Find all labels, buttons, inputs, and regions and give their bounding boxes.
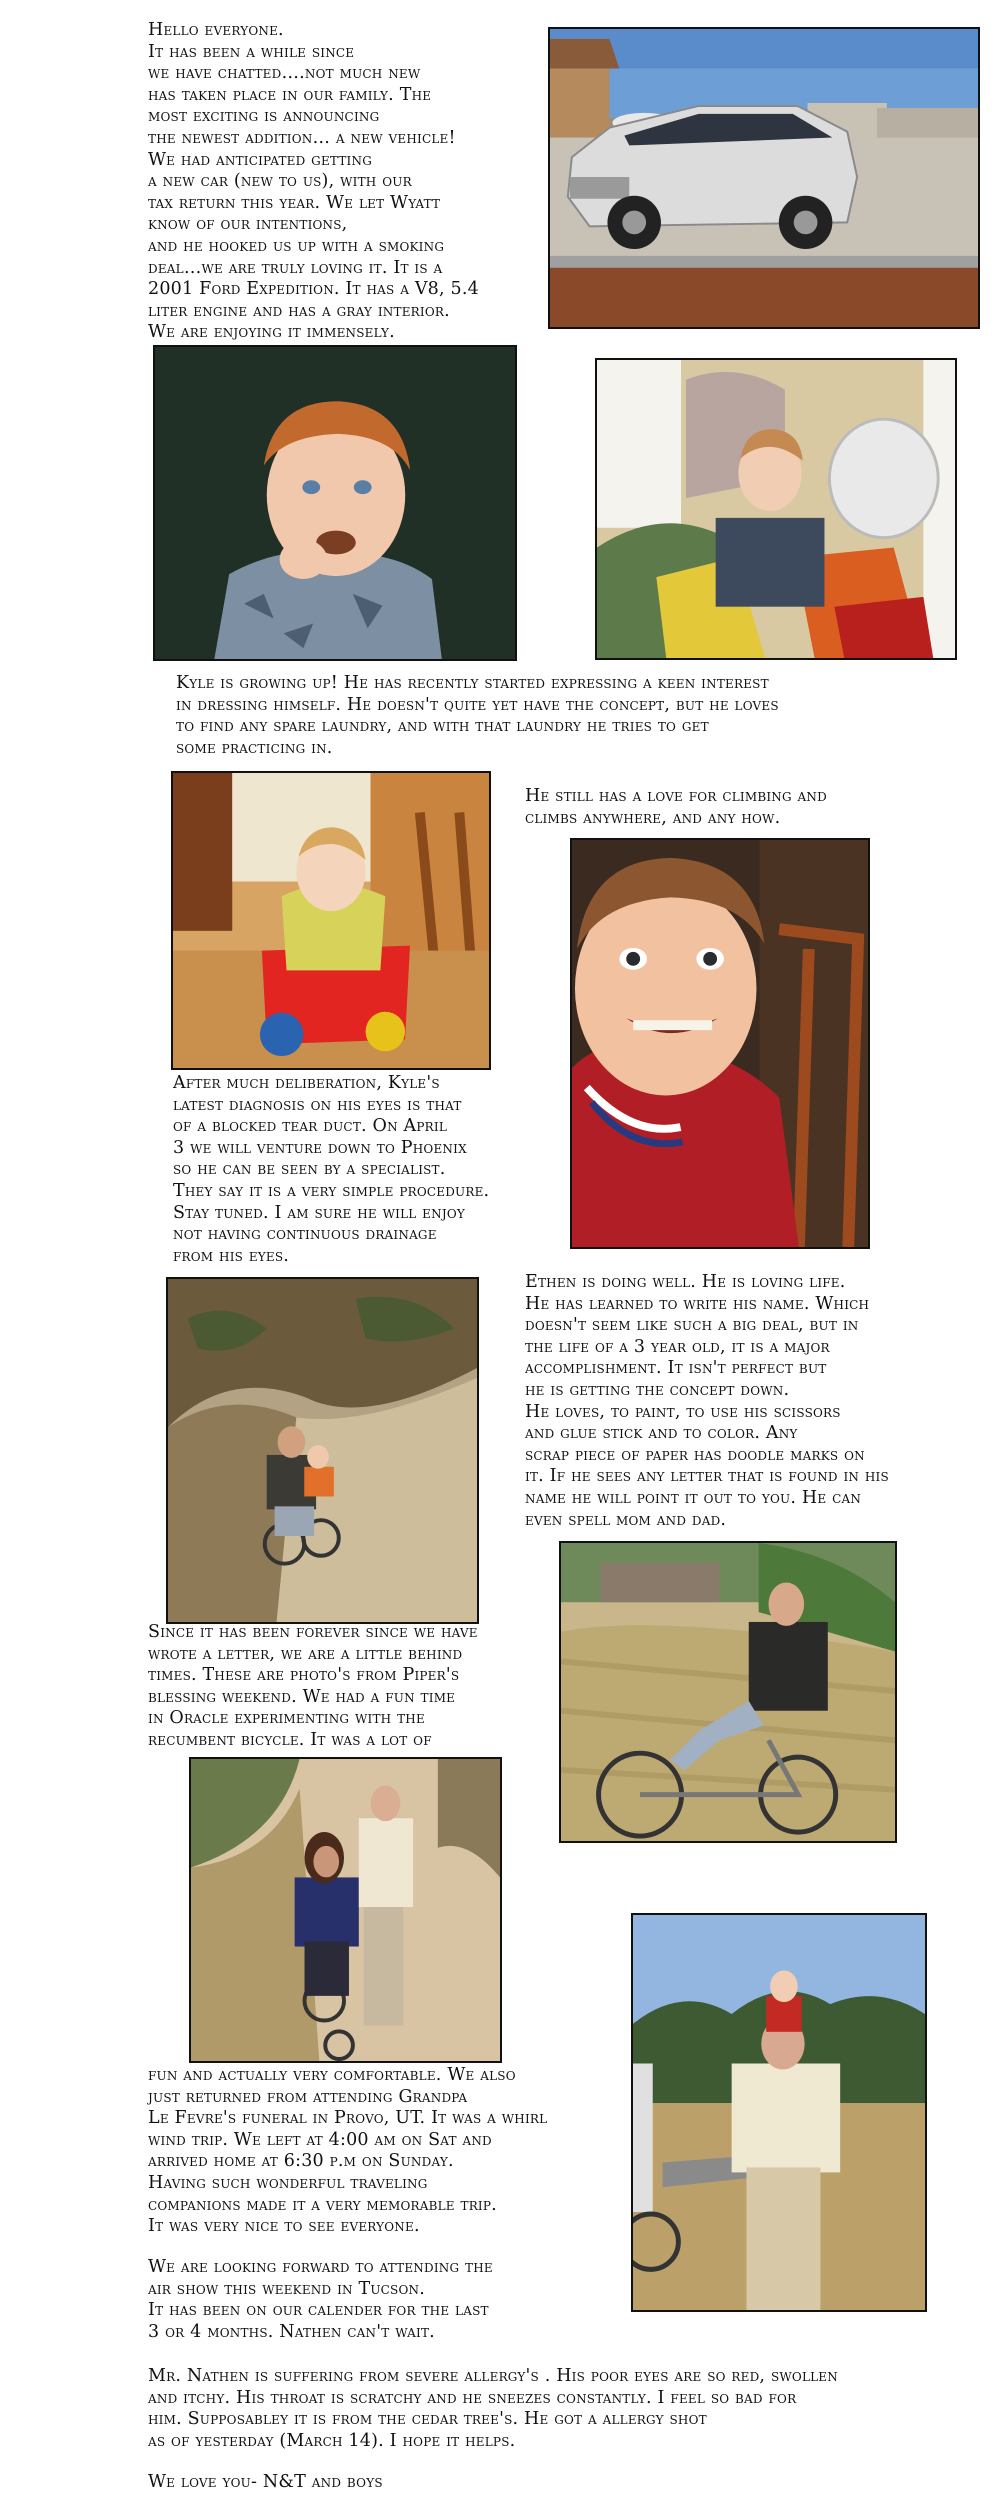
kyle-eating-photo [153, 345, 517, 661]
intro-text: Hello everyone. It has been a while since we have chatted….not much new has taken place in our family. The most exciting is announcing the newest addition… a new vehicle! We had anticipated getting a new car (new to us), with our tax return this year. We let Wyatt know of our intentions, and he hooked us up with a smoking deal…we are truly loving it. It is a 2001 Ford Expedition. It has a V8, 5.4 liter engine and has a gray interior. We are enjoying it immensely. [148, 20, 479, 343]
man-child-shoulders-photo [631, 1913, 927, 2312]
ethen-smiling-photo [570, 838, 870, 1249]
ethen-text: Ethen is doing well. He is loving life. He has learned to write his name. Which doesn't seem like such a big deal, but in the life of a 3 year old, it is a major accomplishment. It isn't perfect but he is getting the concept down. He loves, to paint, to use his scissors and glue stick and to color. Any scrap piece of paper has doodle marks on it. If he sees any letter that is found in his name he will point it out to you. He can even spell mom and dad. [525, 1272, 889, 1530]
recumbent-bicycle-photo [559, 1541, 897, 1843]
kyle-wagon-photo [171, 771, 491, 1070]
signoff-text: We love you- N&T and boys [148, 2472, 383, 2492]
allergy-text: Mr. Nathen is suffering from severe allergy's . His poor eyes are so red, swollen and itchy. His throat is scratchy and he sneezes constantly. I feel so bad for him. Supposabley it is from the cedar tree's. He got a allergy shot as of yesterday (March 14). I hope it helps. [148, 2366, 838, 2451]
bike-dirt-road-photo [166, 1277, 479, 1624]
kyle-growing-text: Kyle is growing up! He has recently started expressing a keen interest in dressing himself. He doesn't quite yet have the concept, but he loves to find any spare laundry, and with that laundry he tries to get some practicing in. [176, 673, 779, 758]
airshow-text: We are looking forward to attending the air show this weekend in Tucson. It has been on our calender for the last 3 or 4 months. Nathen can't wait. [148, 2257, 493, 2342]
bike-woman-photo [189, 1757, 502, 2063]
climbing-text: He still has a love for climbing and climbs anywhere, and any how. [525, 786, 827, 828]
letter-text: Since it has been forever since we have wrote a letter, we are a little behind times. These are photo's from Piper's blessing weekend. We had a fun time in Oracle experimenting with the recumbent bicycle. It was a lot of [148, 1622, 478, 1750]
ford-expedition-photo [548, 27, 980, 329]
kyle-laundry-photo [595, 358, 957, 660]
funeral-text: fun and actually very comfortable. We also just returned from attending Grandpa Le Fevre's funeral in Provo, UT. It was a whirl wind trip. We left at 4:00 am on Sat and arrived home at 6:30 p.m on Sunday. Having such wonderful traveling companions made it a very memorable trip. It was very nice to see everyone. [148, 2065, 548, 2237]
diagnosis-text: After much deliberation, Kyle's latest diagnosis on his eyes is that of a blocked tear duct. On April 3 we will venture down to Phoenix so he can be seen by a specialist. They say it is a very simple procedure. Stay tuned. I am sure he will enjoy not having continuous drainage from his eyes. [173, 1073, 490, 1266]
